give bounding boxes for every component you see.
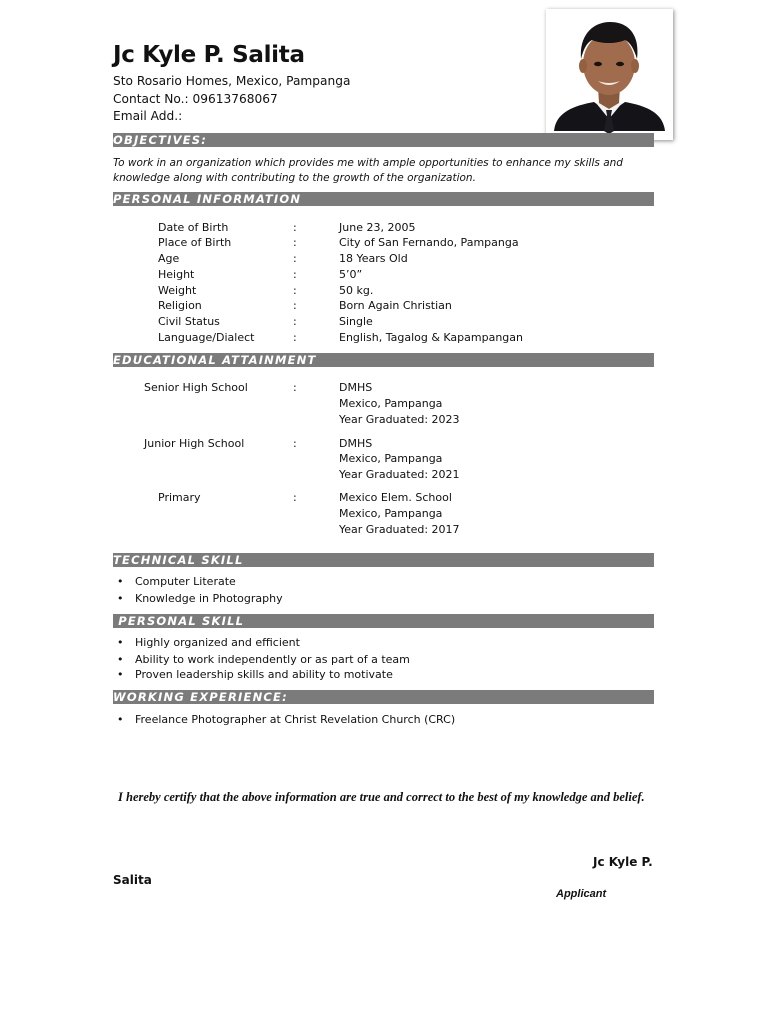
education-colon: : xyxy=(293,437,297,450)
education-year: Year Graduated: 2023 xyxy=(339,413,460,426)
applicant-name: Jc Kyle P. Salita xyxy=(113,42,305,68)
bullet-icon: • xyxy=(117,636,124,649)
info-value: 5’0” xyxy=(339,268,363,281)
section-objectives: OBJECTIVES: xyxy=(113,133,654,147)
education-colon: : xyxy=(293,381,297,394)
address: Sto Rosario Homes, Mexico, Pampanga xyxy=(113,74,351,88)
info-value: 50 kg. xyxy=(339,284,374,297)
info-colon: : xyxy=(293,331,297,344)
info-label: Age xyxy=(158,252,180,265)
personal-skill-item: Ability to work independently or as part of a team xyxy=(135,653,410,666)
technical-skill-item: Knowledge in Photography xyxy=(135,592,283,605)
info-value: City of San Fernando, Pampanga xyxy=(339,236,519,249)
bullet-icon: • xyxy=(117,713,124,726)
personal-skill-item: Highly organized and efficient xyxy=(135,636,300,649)
profile-photo xyxy=(546,9,673,140)
info-value: Born Again Christian xyxy=(339,299,452,312)
contact-number: Contact No.: 09613768067 xyxy=(113,92,278,106)
section-personal-skill: PERSONAL SKILL xyxy=(113,614,654,628)
info-value: 18 Years Old xyxy=(339,252,408,265)
email-address: Email Add.: xyxy=(113,109,183,123)
experience-item: Freelance Photographer at Christ Revelation Church (CRC) xyxy=(135,713,456,726)
portrait-illustration xyxy=(546,9,673,140)
objective-text: To work in an organization which provides me with ample opportunities to enhance my skills and knowledge along with contributing to the growth of the organization. xyxy=(113,157,623,184)
education-place: Mexico, Pampanga xyxy=(339,452,443,465)
education-school: DMHS xyxy=(339,381,373,394)
signature-name-line1: Jc Kyle P. xyxy=(593,855,653,869)
info-colon: : xyxy=(293,284,297,297)
info-value: Single xyxy=(339,315,373,328)
education-year: Year Graduated: 2017 xyxy=(339,523,460,536)
section-working-experience: WORKING EXPERIENCE: xyxy=(113,690,654,704)
info-colon: : xyxy=(293,315,297,328)
education-place: Mexico, Pampanga xyxy=(339,507,443,520)
info-colon: : xyxy=(293,268,297,281)
section-technical-skill: TECHNICAL SKILL xyxy=(113,553,654,567)
technical-skill-item: Computer Literate xyxy=(135,575,236,588)
info-label: Date of Birth xyxy=(158,221,229,234)
education-school: Mexico Elem. School xyxy=(339,491,452,504)
bullet-icon: • xyxy=(117,653,124,666)
certification-statement: I hereby certify that the above information are true and correct to the best of my knowledge and belief. xyxy=(118,790,645,804)
info-value: June 23, 2005 xyxy=(339,221,416,234)
info-label: Height xyxy=(158,268,195,281)
signature-role: Applicant xyxy=(556,888,607,900)
education-year: Year Graduated: 2021 xyxy=(339,468,460,481)
bullet-icon: • xyxy=(117,592,124,605)
section-educational-attainment: EDUCATIONAL ATTAINMENT xyxy=(113,353,654,367)
bullet-icon: • xyxy=(117,575,124,588)
info-value: English, Tagalog & Kapampangan xyxy=(339,331,524,344)
info-label: Language/Dialect xyxy=(158,331,255,344)
education-level: Primary xyxy=(158,491,201,504)
info-colon: : xyxy=(293,221,297,234)
info-label: Place of Birth xyxy=(158,236,232,249)
education-colon: : xyxy=(293,491,297,504)
bullet-icon: • xyxy=(117,668,124,681)
info-label: Civil Status xyxy=(158,315,220,328)
signature-name-line2: Salita xyxy=(113,873,152,887)
education-level: Senior High School xyxy=(144,381,248,394)
section-personal-information: PERSONAL INFORMATION xyxy=(113,192,654,206)
education-level: Junior High School xyxy=(144,437,245,450)
info-colon: : xyxy=(293,236,297,249)
info-label: Religion xyxy=(158,299,202,312)
info-label: Weight xyxy=(158,284,197,297)
education-school: DMHS xyxy=(339,437,373,450)
education-place: Mexico, Pampanga xyxy=(339,397,443,410)
info-colon: : xyxy=(293,299,297,312)
personal-skill-item: Proven leadership skills and ability to motivate xyxy=(135,668,393,681)
info-colon: : xyxy=(293,252,297,265)
